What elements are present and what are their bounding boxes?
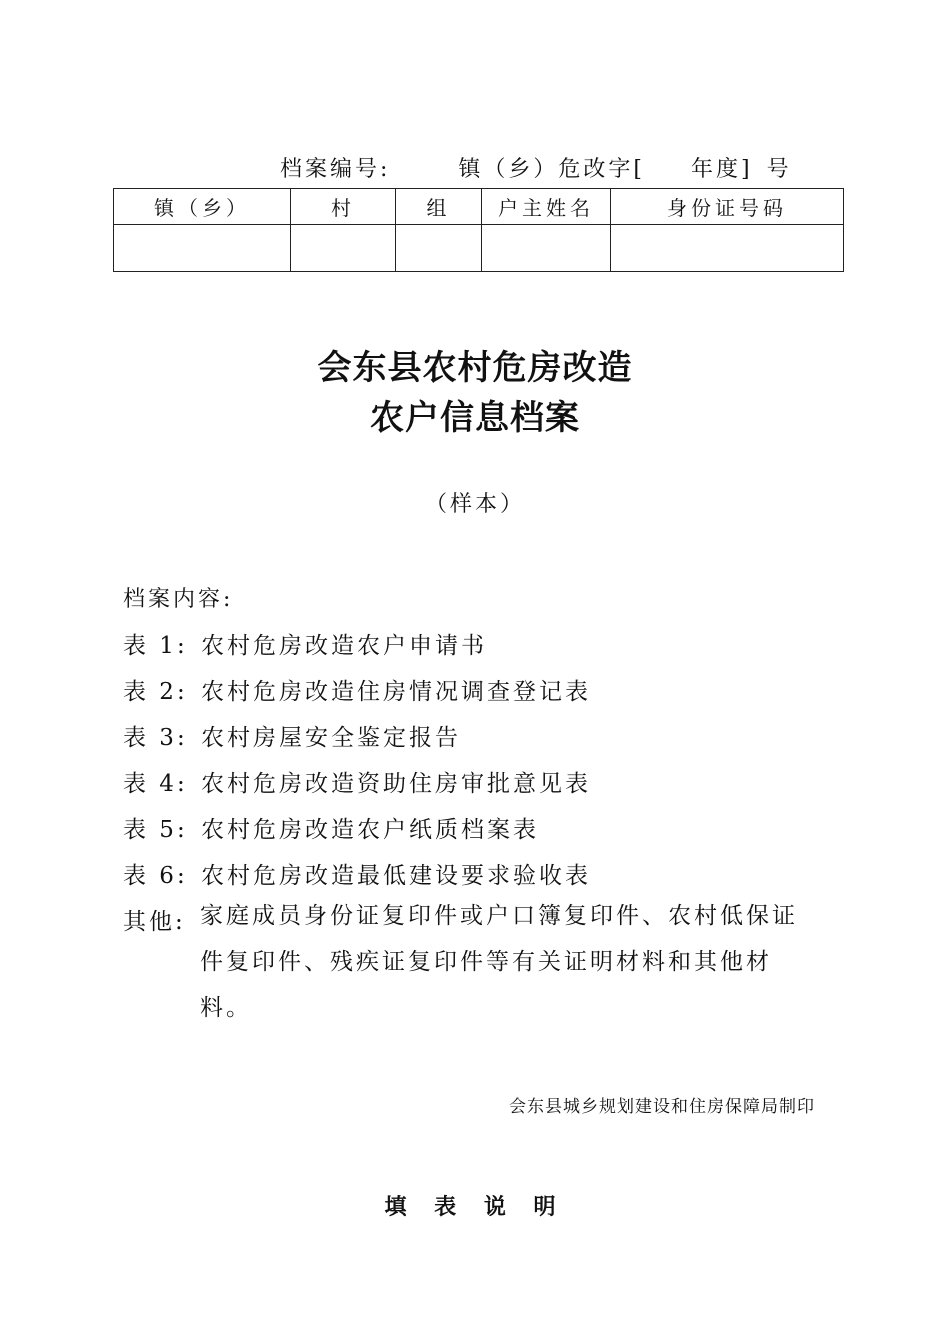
list-item-label: 表 3: [123,725,188,751]
header-householder-name: 户主姓名 [482,189,611,225]
archive-number-suffix: 号 [766,157,792,182]
archive-year-suffix: 年度] [691,157,753,182]
list-item-text: 农村危房改造农户纸质档案表 [201,817,539,843]
cell-id-number[interactable] [611,225,844,272]
sample-label: （样本） [424,492,525,517]
archive-town-suffix: 镇（乡）危改字[ [458,157,646,182]
household-info-table [113,188,844,272]
header-id-number: 身份证号码 [611,189,844,225]
list-item-text: 农村危房改造住房情况调查登记表 [201,679,591,705]
list-item [123,811,539,844]
issuer-footer: 会东县城乡规划建设和住房保障局制印 [509,1097,815,1117]
list-item [123,857,591,890]
list-item [123,627,487,660]
list-item-text: 农村房屋安全鉴定报告 [201,725,461,751]
header-village: 村 [291,189,396,225]
header-town: 镇（乡） [114,189,291,225]
list-item-label: 表 4: [123,771,188,797]
cell-householder-name[interactable] [482,225,611,272]
list-item [123,765,591,798]
document-title-line1: 会东县农村危房改造 [317,348,633,388]
archive-number-label: 档案编号: [280,157,391,182]
table-row [114,225,844,272]
list-item-label: 表 6: [123,863,188,889]
fill-instructions-title: 填 表 说 明 [384,1194,566,1220]
header-group: 组 [396,189,482,225]
cell-group[interactable] [396,225,482,272]
archive-number-line [280,152,792,183]
cell-town[interactable] [114,225,291,272]
other-materials-text: 家庭成员身份证复印件或户口簿复印件、农村低保证件复印件、残疾证复印件等有关证明材料和其他材料。 [200,903,798,1021]
list-item-text: 农村危房改造农户申请书 [201,633,487,659]
table-header-row [114,189,844,225]
document-title-line2: 农户信息档案 [370,398,580,438]
contents-heading: 档案内容: [123,587,234,612]
list-item-label: 表 5: [123,817,188,843]
list-item-text: 农村危房改造最低建设要求验收表 [201,863,591,889]
list-item [123,673,591,706]
other-materials-label: 其他: [123,909,186,935]
list-item-label: 表 2: [123,679,188,705]
list-item-text: 农村危房改造资助住房审批意见表 [201,771,591,797]
cell-village[interactable] [291,225,396,272]
list-item-label: 表 1: [123,633,188,659]
list-item [123,719,461,752]
